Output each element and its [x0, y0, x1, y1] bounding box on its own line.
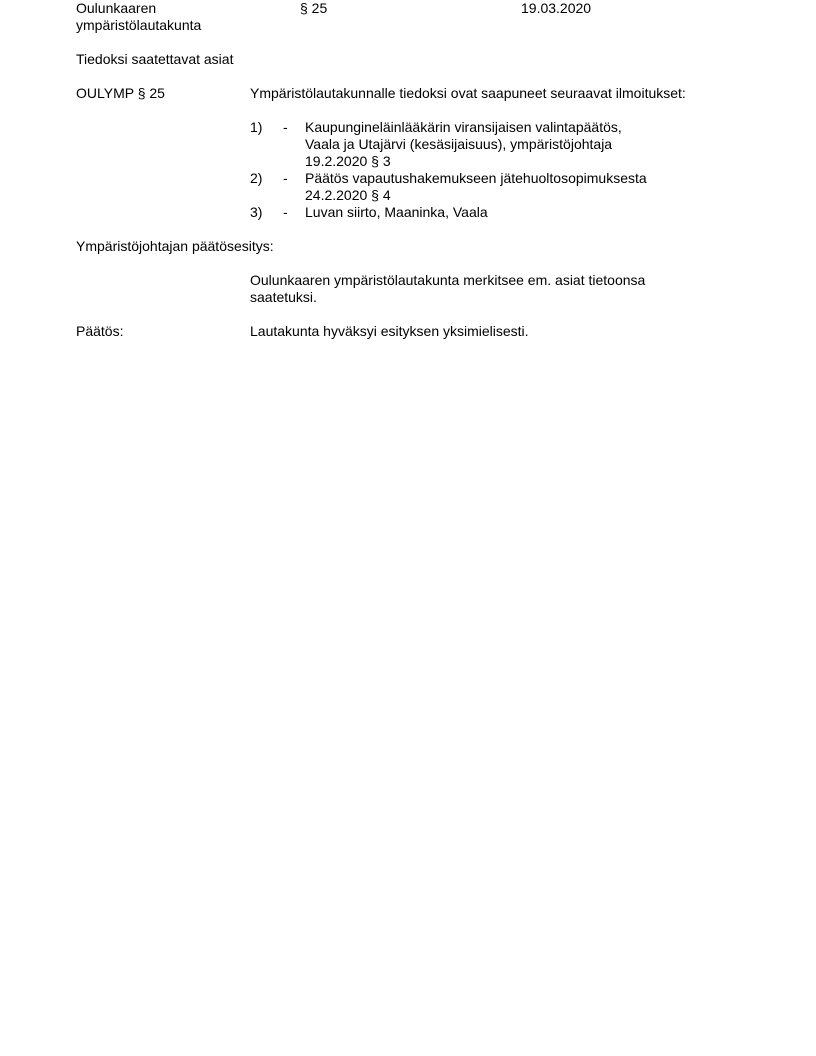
case-intro: Ympäristölautakunnalle tiedoksi ovat saapuneet seuraavat ilmoitukset:: [250, 85, 686, 101]
list-item-dash: -: [283, 170, 288, 186]
proposal-text: saatetuksi.: [250, 289, 317, 305]
section-number: § 25: [300, 0, 328, 16]
decision-label: Päätös:: [76, 323, 124, 339]
list-item-number: 1): [250, 119, 263, 135]
list-item-dash: -: [283, 204, 288, 220]
meeting-date: 19.03.2020: [521, 0, 592, 16]
list-item-text: Vaala ja Utajärvi (kesäsijaisuus), ympäristöjohtaja: [305, 136, 613, 152]
case-reference: OULYMP § 25: [76, 85, 165, 101]
list-item-text: Kaupungineläinlääkärin viransijaisen valintapäätös,: [305, 119, 622, 135]
organization-name-line2: ympäristölautakunta: [76, 17, 202, 33]
proposal-text: Oulunkaaren ympäristölautakunta merkitsee em. asiat tietoonsa: [250, 272, 646, 288]
proposal-label: Ympäristöjohtajan päätösesitys:: [76, 238, 274, 254]
list-item-number: 3): [250, 204, 263, 220]
organization-name-line1: Oulunkaaren: [76, 0, 157, 16]
list-item-text: 19.2.2020 § 3: [305, 153, 391, 169]
list-item-text: 24.2.2020 § 4: [305, 187, 391, 203]
list-item-number: 2): [250, 170, 263, 186]
list-item-text: Päätös vapautushakemukseen jätehuoltosopimuksesta: [305, 170, 647, 186]
decision-text: Lautakunta hyväksyi esityksen yksimielisesti.: [250, 323, 529, 339]
subject-heading: Tiedoksi saatettavat asiat: [76, 51, 234, 67]
list-item-dash: -: [283, 119, 288, 135]
list-item-text: Luvan siirto, Maaninka, Vaala: [305, 204, 488, 220]
